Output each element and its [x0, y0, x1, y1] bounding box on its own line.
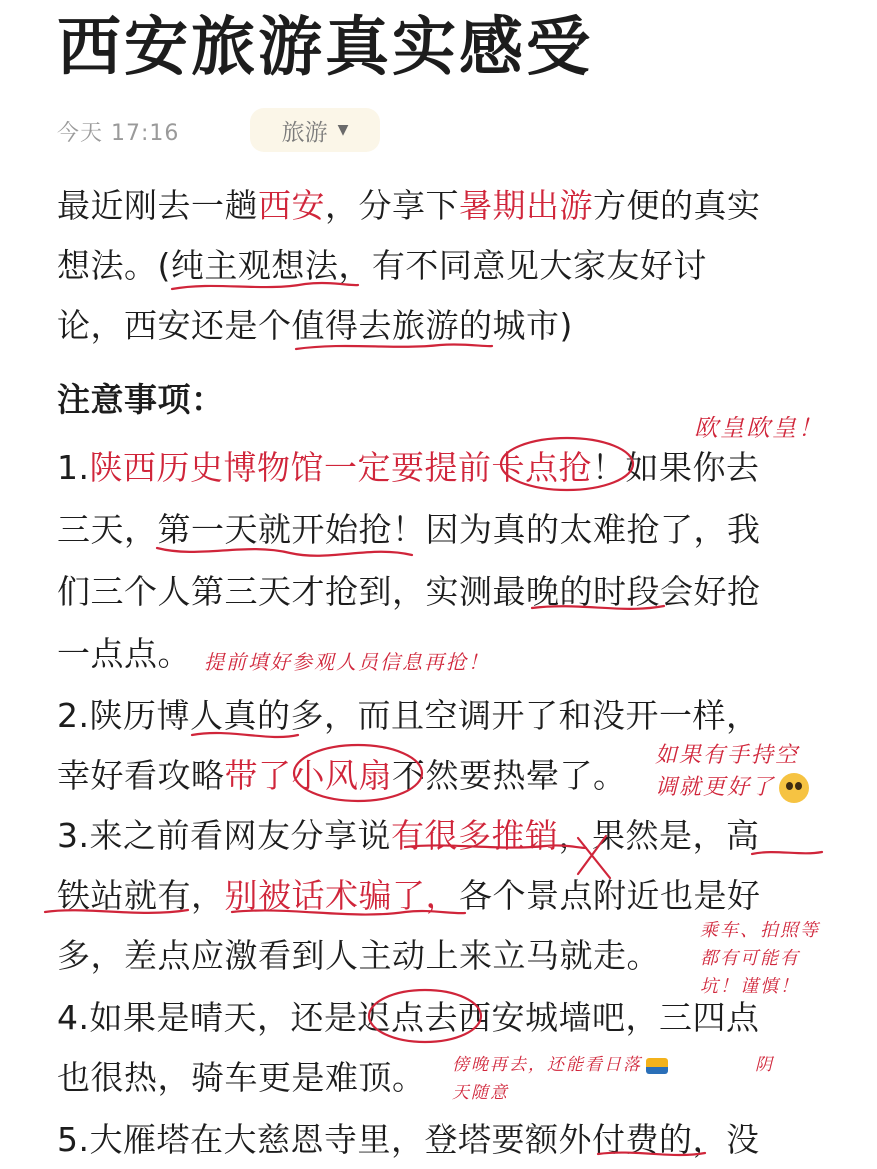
body-text: 幸好看攻略	[57, 756, 225, 795]
post-title: 西安旅游真实感受	[57, 11, 593, 85]
category-tag-label: 旅游	[281, 119, 328, 146]
post-timestamp: 今天 17:16	[57, 121, 180, 146]
annotation-text: 傍晚再去，还能看日落	[452, 1055, 642, 1075]
highlight-text: 暑期出游	[459, 186, 593, 225]
annotation-note: 阴	[755, 1055, 774, 1075]
body-line: 多，差点应激看到人主动上来立马就走。	[57, 936, 660, 975]
underline-mark	[752, 852, 822, 854]
body-line	[57, 874, 761, 918]
annotation-note	[452, 1050, 668, 1075]
body-line	[57, 446, 760, 490]
body-text: 不然要热晕了。	[392, 756, 627, 795]
annotation-note: 天随意	[452, 1083, 509, 1103]
body-line: 想法。(纯主观想法，有不同意见大家友好讨	[57, 246, 707, 285]
body-text: 铁站就有，	[57, 876, 225, 915]
annotation-note: 如果有手持空	[655, 743, 800, 768]
body-line: 论，西安还是个值得去旅游的城市)	[57, 306, 573, 345]
highlight-text: 西安	[258, 186, 325, 225]
body-line: 4.如果是晴天，还是迟点去西安城墙吧，三四点	[57, 998, 760, 1037]
annotation-note	[655, 770, 809, 803]
sunset-icon	[646, 1058, 668, 1074]
body-line: 2.陕历博人真的多，而且空调开了和没开一样，	[57, 696, 760, 735]
body-text: 1.	[57, 448, 90, 487]
body-text: ，分享下	[325, 186, 459, 225]
body-line: 三天，第一天就开始抢！因为真的太难抢了，我	[57, 510, 761, 549]
annotation-note: 欧皇欧皇！	[694, 414, 824, 442]
chevron-down-icon: ▼	[337, 122, 349, 138]
smiling-face-icon	[779, 773, 809, 803]
highlight-text: 有很多推销	[391, 816, 559, 855]
category-tag-button[interactable]	[250, 108, 380, 152]
body-line: 5.大雁塔在大慈恩寺里，登塔要额外付费的，没	[57, 1120, 760, 1159]
body-text: ！如果你去	[592, 448, 760, 487]
body-text: 最近刚去一趟	[57, 186, 258, 225]
highlight-text: 带了小风扇	[224, 756, 392, 795]
body-line: 也很热，骑车更是难顶。	[57, 1058, 426, 1097]
body-line: 一点点。	[57, 634, 191, 673]
body-line: 们三个人第三天才抢到，实测最晚的时段会好抢	[57, 572, 761, 611]
section-heading: 注意事项：	[57, 380, 225, 419]
annotation-note: 提前填好参观人员信息再抢！	[204, 650, 490, 674]
body-text: ，果然是，高	[558, 816, 760, 855]
body-line	[57, 184, 761, 228]
body-text: 各个景点附近也是好	[459, 876, 761, 915]
body-text: 方便的真实	[593, 186, 761, 225]
body-text: 3.来之前看网友分享说	[57, 816, 391, 855]
annotation-note: 坑！谨慎！	[700, 976, 800, 997]
annotation-text: 调就更好了	[655, 775, 776, 800]
annotation-note: 乘车、拍照等	[700, 920, 820, 941]
highlight-text: 别被话术骗了，	[224, 876, 459, 915]
annotation-note: 都有可能有	[700, 948, 800, 969]
body-line	[57, 754, 627, 798]
body-line	[57, 814, 760, 858]
highlight-text: 陕西历史博物馆一定要提前卡点抢	[89, 448, 592, 487]
